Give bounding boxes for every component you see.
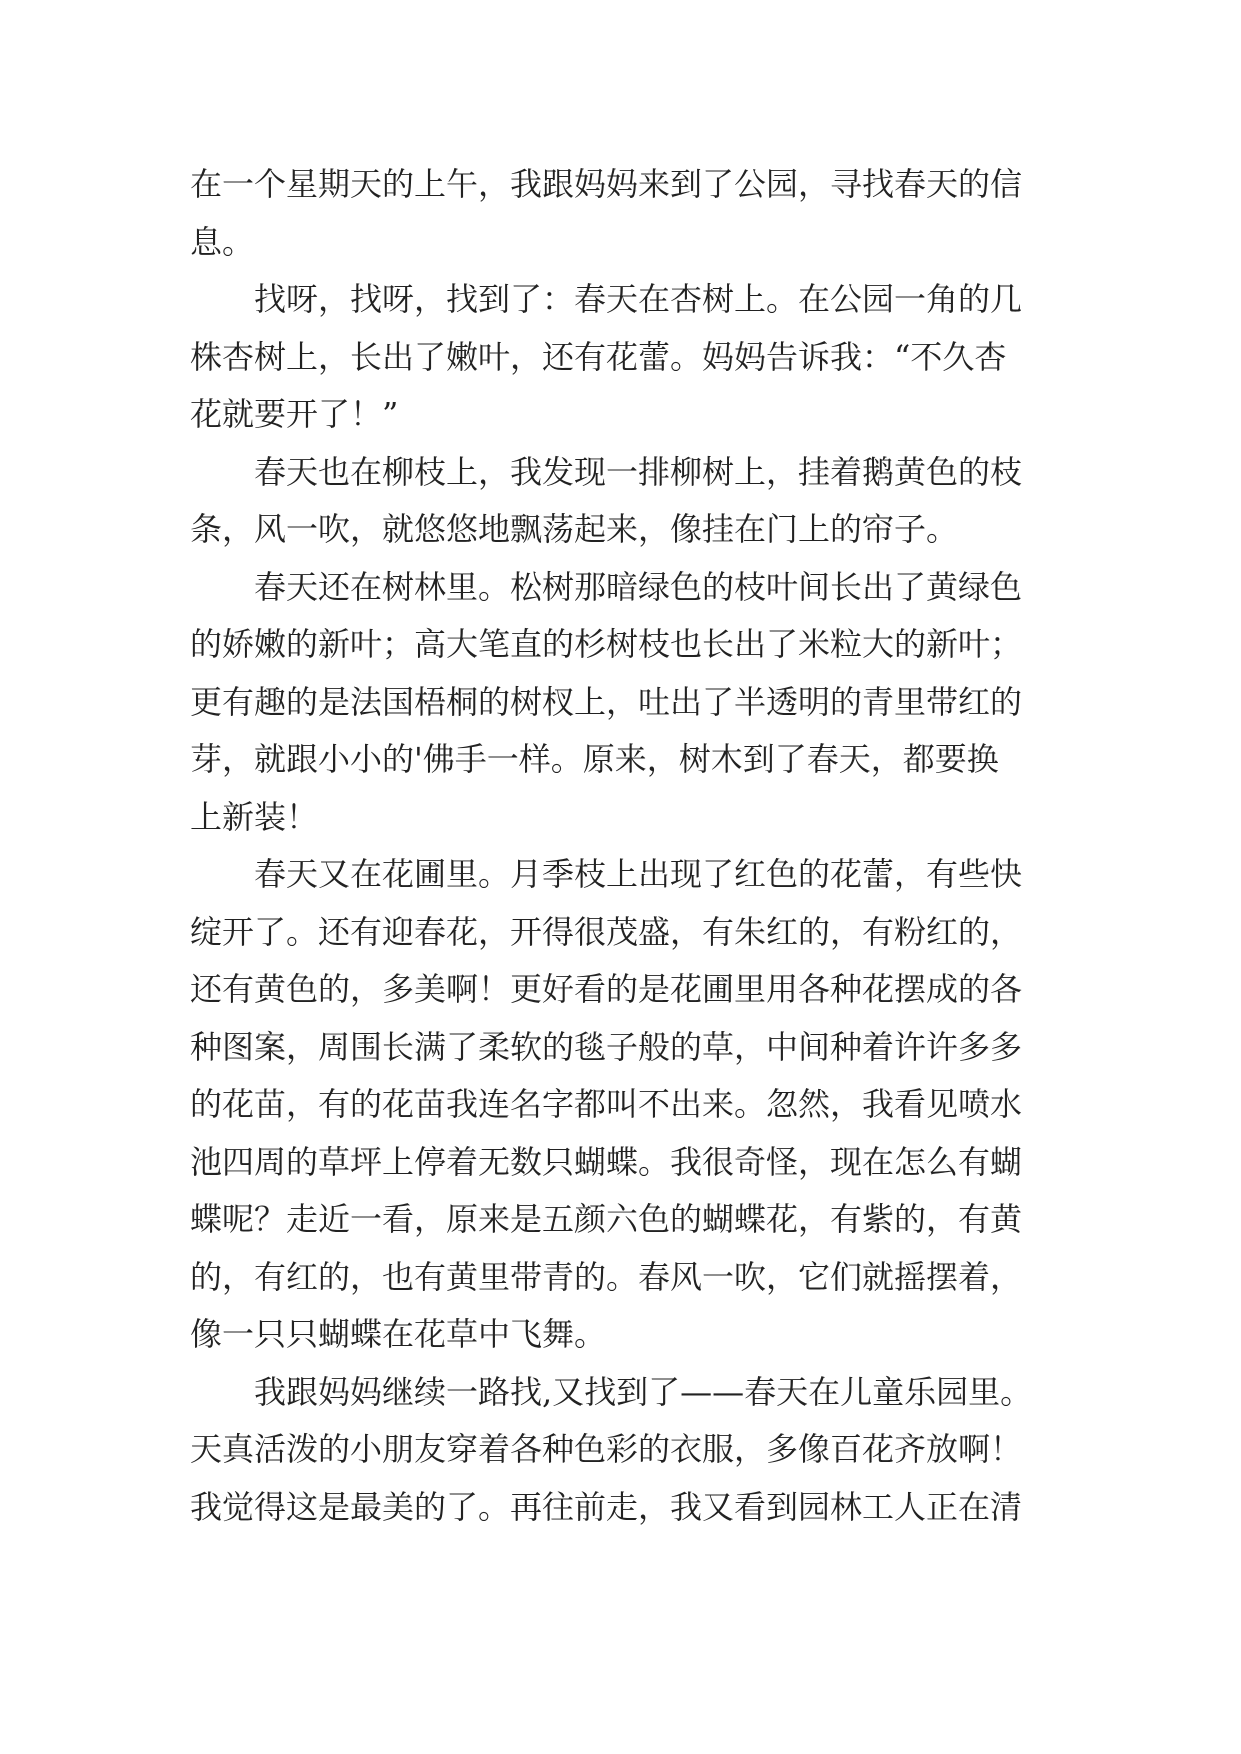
text-line: 绽开了。还有迎春花，开得很茂盛，有朱红的，有粉红的，	[190, 912, 1023, 951]
text-line: 芽，就跟小小的'佛手一样。原来，树木到了春天，都要换	[190, 740, 999, 778]
text-line: 种图案，周围长满了柔软的毯子般的草，中间种着许许多多	[190, 1027, 1023, 1066]
text-line: 还有黄色的，多美啊！更好看的是花圃里用各种花摆成的各	[190, 970, 1023, 1008]
text-line: 蝶呢？走近一看，原来是五颜六色的蝴蝶花，有紫的，有黄	[190, 1200, 1023, 1238]
paragraph-start-line: 我跟妈妈继续一路找,又找到了——春天在儿童乐园里。	[254, 1372, 1033, 1411]
text-line: 花就要开了！”	[190, 395, 399, 433]
text-line: 的娇嫩的新叶；高大笔直的杉树枝也长出了米粒大的新叶；	[190, 625, 1023, 663]
text-line: 更有趣的是法国梧桐的树杈上，吐出了半透明的青里带红的	[190, 682, 1023, 721]
text-line: 我觉得这是最美的了。再往前走，我又看到园林工人正在清	[190, 1487, 1023, 1526]
text-line: 池四周的草坪上停着无数只蝴蝶。我很奇怪，现在怎么有蝴	[190, 1142, 1023, 1181]
text-line: 上新装！	[190, 797, 319, 836]
text-line: 的，有红的，也有黄里带青的。春风一吹，它们就摇摆着，	[190, 1257, 1023, 1296]
essay-body	[190, 156, 1050, 1536]
text-line: 天真活泼的小朋友穿着各种色彩的衣服，多像百花齐放啊！	[190, 1430, 1023, 1468]
paragraph-start-line: 春天也在柳枝上，我发现一排柳树上，挂着鹅黄色的枝	[254, 452, 1023, 491]
text-line: 像一只只蝴蝶在花草中飞舞。	[190, 1315, 607, 1353]
text-line: 株杏树上，长出了嫩叶，还有花蕾。妈妈告诉我：“不久杏	[190, 337, 1007, 376]
paragraph-start-line: 找呀，找呀，找到了：春天在杏树上。在公园一角的几	[254, 280, 1023, 318]
paragraph-start-line: 春天又在花圃里。月季枝上出现了红色的花蕾，有些快	[254, 855, 1023, 893]
text-line: 条，风一吹，就悠悠地飘荡起来，像挂在门上的帘子。	[190, 510, 959, 548]
text-line: 在一个星期天的上午，我跟妈妈来到了公园，寻找春天的信	[190, 165, 1023, 203]
paragraph-start-line: 春天还在树林里。松树那暗绿色的枝叶间长出了黄绿色	[254, 567, 1023, 606]
text-line: 的花苗，有的花苗我连名字都叫不出来。忽然，我看见喷水	[190, 1085, 1023, 1123]
text-line: 息。	[190, 222, 255, 261]
